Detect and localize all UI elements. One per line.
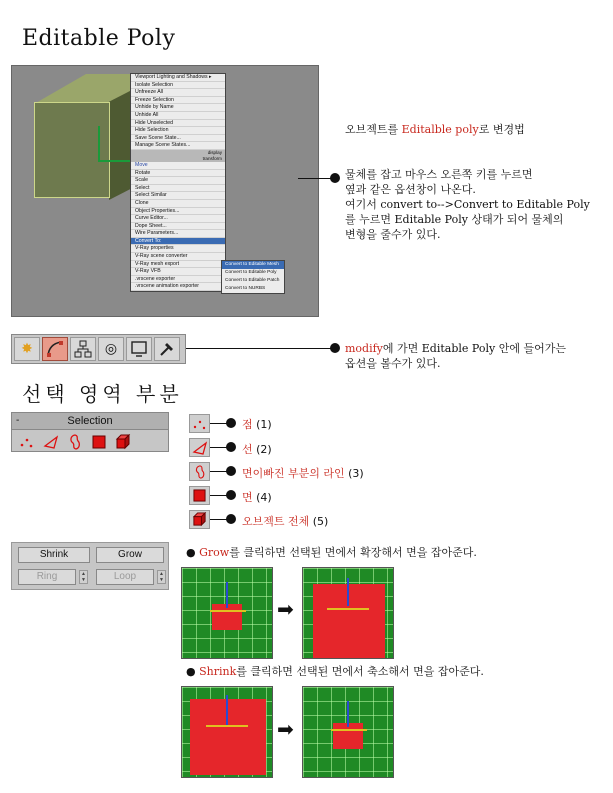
ring-button[interactable]: Ring xyxy=(18,569,76,585)
display-tab-icon[interactable] xyxy=(126,337,152,361)
menu-item[interactable]: Manage Scene States... xyxy=(131,142,225,150)
menu-item[interactable]: Clone xyxy=(131,200,225,208)
gizmo-x-axis xyxy=(206,725,248,727)
menu-item[interactable]: Unhide All xyxy=(131,112,225,120)
menu-item[interactable]: Rotate xyxy=(131,170,225,178)
convert-submenu xyxy=(221,260,285,294)
vertex-icon xyxy=(189,414,210,433)
menu-item[interactable]: Object Properties... xyxy=(131,208,225,216)
shrink-button[interactable]: Shrink xyxy=(18,547,90,563)
legend-border: 면이빠진 부분의 라인 (3) xyxy=(242,467,364,480)
vertex-icon[interactable] xyxy=(18,434,36,449)
gizmo-x-axis xyxy=(210,610,246,612)
menu-item[interactable]: Move xyxy=(131,162,225,170)
legend-vertex: 점 (1) xyxy=(242,418,272,431)
bullet-icon xyxy=(226,490,236,500)
menu-item[interactable]: Hide Unselected xyxy=(131,120,225,128)
quad-context-menu xyxy=(130,73,226,292)
bullet-icon xyxy=(226,514,236,524)
loop-spinner[interactable]: ▲ ▼ xyxy=(157,570,166,584)
border-icon xyxy=(189,462,210,481)
submenu-item[interactable]: Convert to NURBS xyxy=(225,286,266,291)
grow-button[interactable]: Grow xyxy=(96,547,164,563)
menu-item[interactable]: V-Ray scene converter xyxy=(131,253,225,261)
viewport-screenshot xyxy=(11,65,319,317)
menu-item-convert-to[interactable]: Convert To: xyxy=(131,238,225,246)
convert-title: 오브젝트를 Editalble poly로 변경법 xyxy=(345,123,525,136)
menu-item[interactable]: Unfreeze All xyxy=(131,89,225,97)
motion-tab-icon[interactable]: ◎ xyxy=(98,337,124,361)
edge-icon xyxy=(189,438,210,457)
utilities-tab-icon[interactable] xyxy=(154,337,180,361)
command-panel-tabs xyxy=(11,334,186,364)
arrow-icon: ➡ xyxy=(277,597,294,621)
create-tab-icon[interactable]: ✸ xyxy=(14,337,40,361)
gizmo-z-axis xyxy=(347,701,349,727)
submenu-item[interactable]: Convert to Editable Mesh xyxy=(222,261,284,269)
collapse-icon[interactable]: - xyxy=(16,415,20,426)
gizmo-x-axis xyxy=(327,608,369,610)
grow-after-screenshot xyxy=(302,567,394,659)
gizmo-z-axis xyxy=(226,695,228,725)
menu-item[interactable]: Select xyxy=(131,185,225,193)
menu-item[interactable]: Wire Parameters... xyxy=(131,230,225,238)
gizmo-z-axis xyxy=(226,582,228,608)
loop-button[interactable]: Loop xyxy=(96,569,154,585)
legend-edge: 선 (2) xyxy=(242,443,272,456)
polygon-icon xyxy=(189,486,210,505)
selected-face xyxy=(190,699,266,775)
hierarchy-tab-icon[interactable] xyxy=(70,337,96,361)
polygon-icon[interactable] xyxy=(90,434,108,449)
bullet-icon xyxy=(330,173,340,183)
menu-item[interactable]: Hide Selection xyxy=(131,127,225,135)
element-icon xyxy=(189,510,210,529)
menu-item[interactable]: Unhide by Name xyxy=(131,104,225,112)
menu-header-display: display xyxy=(131,150,225,156)
submenu-item[interactable]: Convert to Editable Patch xyxy=(225,278,280,283)
selection-rollout-header[interactable] xyxy=(12,413,168,430)
submenu-item-editable-poly[interactable]: Convert to Editable Poly xyxy=(225,270,277,275)
bullet-icon xyxy=(226,442,236,452)
selected-face xyxy=(313,584,385,658)
pointer-line xyxy=(186,348,334,349)
grow-shrink-panel xyxy=(11,542,169,590)
page-title: Editable Poly xyxy=(22,26,176,51)
bullet-icon xyxy=(226,418,236,428)
modify-note: modify에 가면 Editable Poly 안에 들어가는 옵션을 볼수가 있다. xyxy=(345,342,566,370)
menu-item[interactable]: Curve Editor... xyxy=(131,215,225,223)
border-icon[interactable] xyxy=(66,434,84,449)
menu-item[interactable]: Select Similar xyxy=(131,192,225,200)
arrow-icon: ➡ xyxy=(277,717,294,741)
menu-item[interactable]: Scale xyxy=(131,177,225,185)
menu-item[interactable]: Freeze Selection xyxy=(131,97,225,105)
menu-header-transform: transform xyxy=(131,156,225,162)
shrink-after-screenshot xyxy=(302,686,394,778)
modify-tab-icon[interactable] xyxy=(42,337,68,361)
legend-element: 오브젝트 전체 (5) xyxy=(242,515,329,528)
pointer-line xyxy=(298,178,332,179)
shrink-before-screenshot xyxy=(181,686,273,778)
gizmo-x-axis xyxy=(98,160,134,162)
gizmo-x-axis xyxy=(331,729,367,731)
ring-spinner[interactable]: ▲ ▼ xyxy=(79,570,88,584)
convert-description: 물체를 잡고 마우스 오른쪽 키를 누르면 옆과 같은 옵션창이 나온다. 여기서 convert to-->Convert to Editable Poly 를 누르면 Editable Poly 상태가 되어 물체의 변형을 줄수가 있다. xyxy=(345,168,590,241)
grow-before-screenshot xyxy=(181,567,273,659)
legend-polygon: 면 (4) xyxy=(242,491,272,504)
menu-item[interactable]: Save Scene State... xyxy=(131,135,225,143)
menu-item[interactable]: Viewport Lighting and Shadows ▸ xyxy=(131,74,225,82)
gizmo-z-axis xyxy=(347,578,349,606)
menu-item[interactable]: V-Ray properties xyxy=(131,245,225,253)
selection-rollout xyxy=(11,412,169,452)
edge-icon[interactable] xyxy=(42,434,60,449)
selection-rollout-title: Selection xyxy=(67,415,113,427)
gizmo-y-axis xyxy=(98,126,100,162)
element-icon[interactable] xyxy=(114,434,132,449)
menu-item[interactable]: V-Ray mesh export xyxy=(131,261,225,269)
grow-note: ● Grow를 클릭하면 선택된 면에서 확장해서 면을 잡아준다. xyxy=(186,546,477,559)
section-heading: 선택 영역 부분 xyxy=(22,382,183,406)
bullet-icon xyxy=(330,343,340,353)
menu-item[interactable]: Isolate Selection xyxy=(131,82,225,90)
bullet-icon xyxy=(226,466,236,476)
menu-item[interactable]: .vrscene exporter xyxy=(131,276,225,284)
shrink-note: ● Shrink를 클릭하면 선택된 면에서 축소해서 면을 잡아준다. xyxy=(186,665,484,678)
subobject-buttons xyxy=(12,430,168,453)
menu-item[interactable]: .vrscene animation exporter xyxy=(131,283,225,291)
menu-item[interactable]: V-Ray VFB xyxy=(131,268,225,276)
menu-item[interactable]: Dope Sheet... xyxy=(131,223,225,231)
